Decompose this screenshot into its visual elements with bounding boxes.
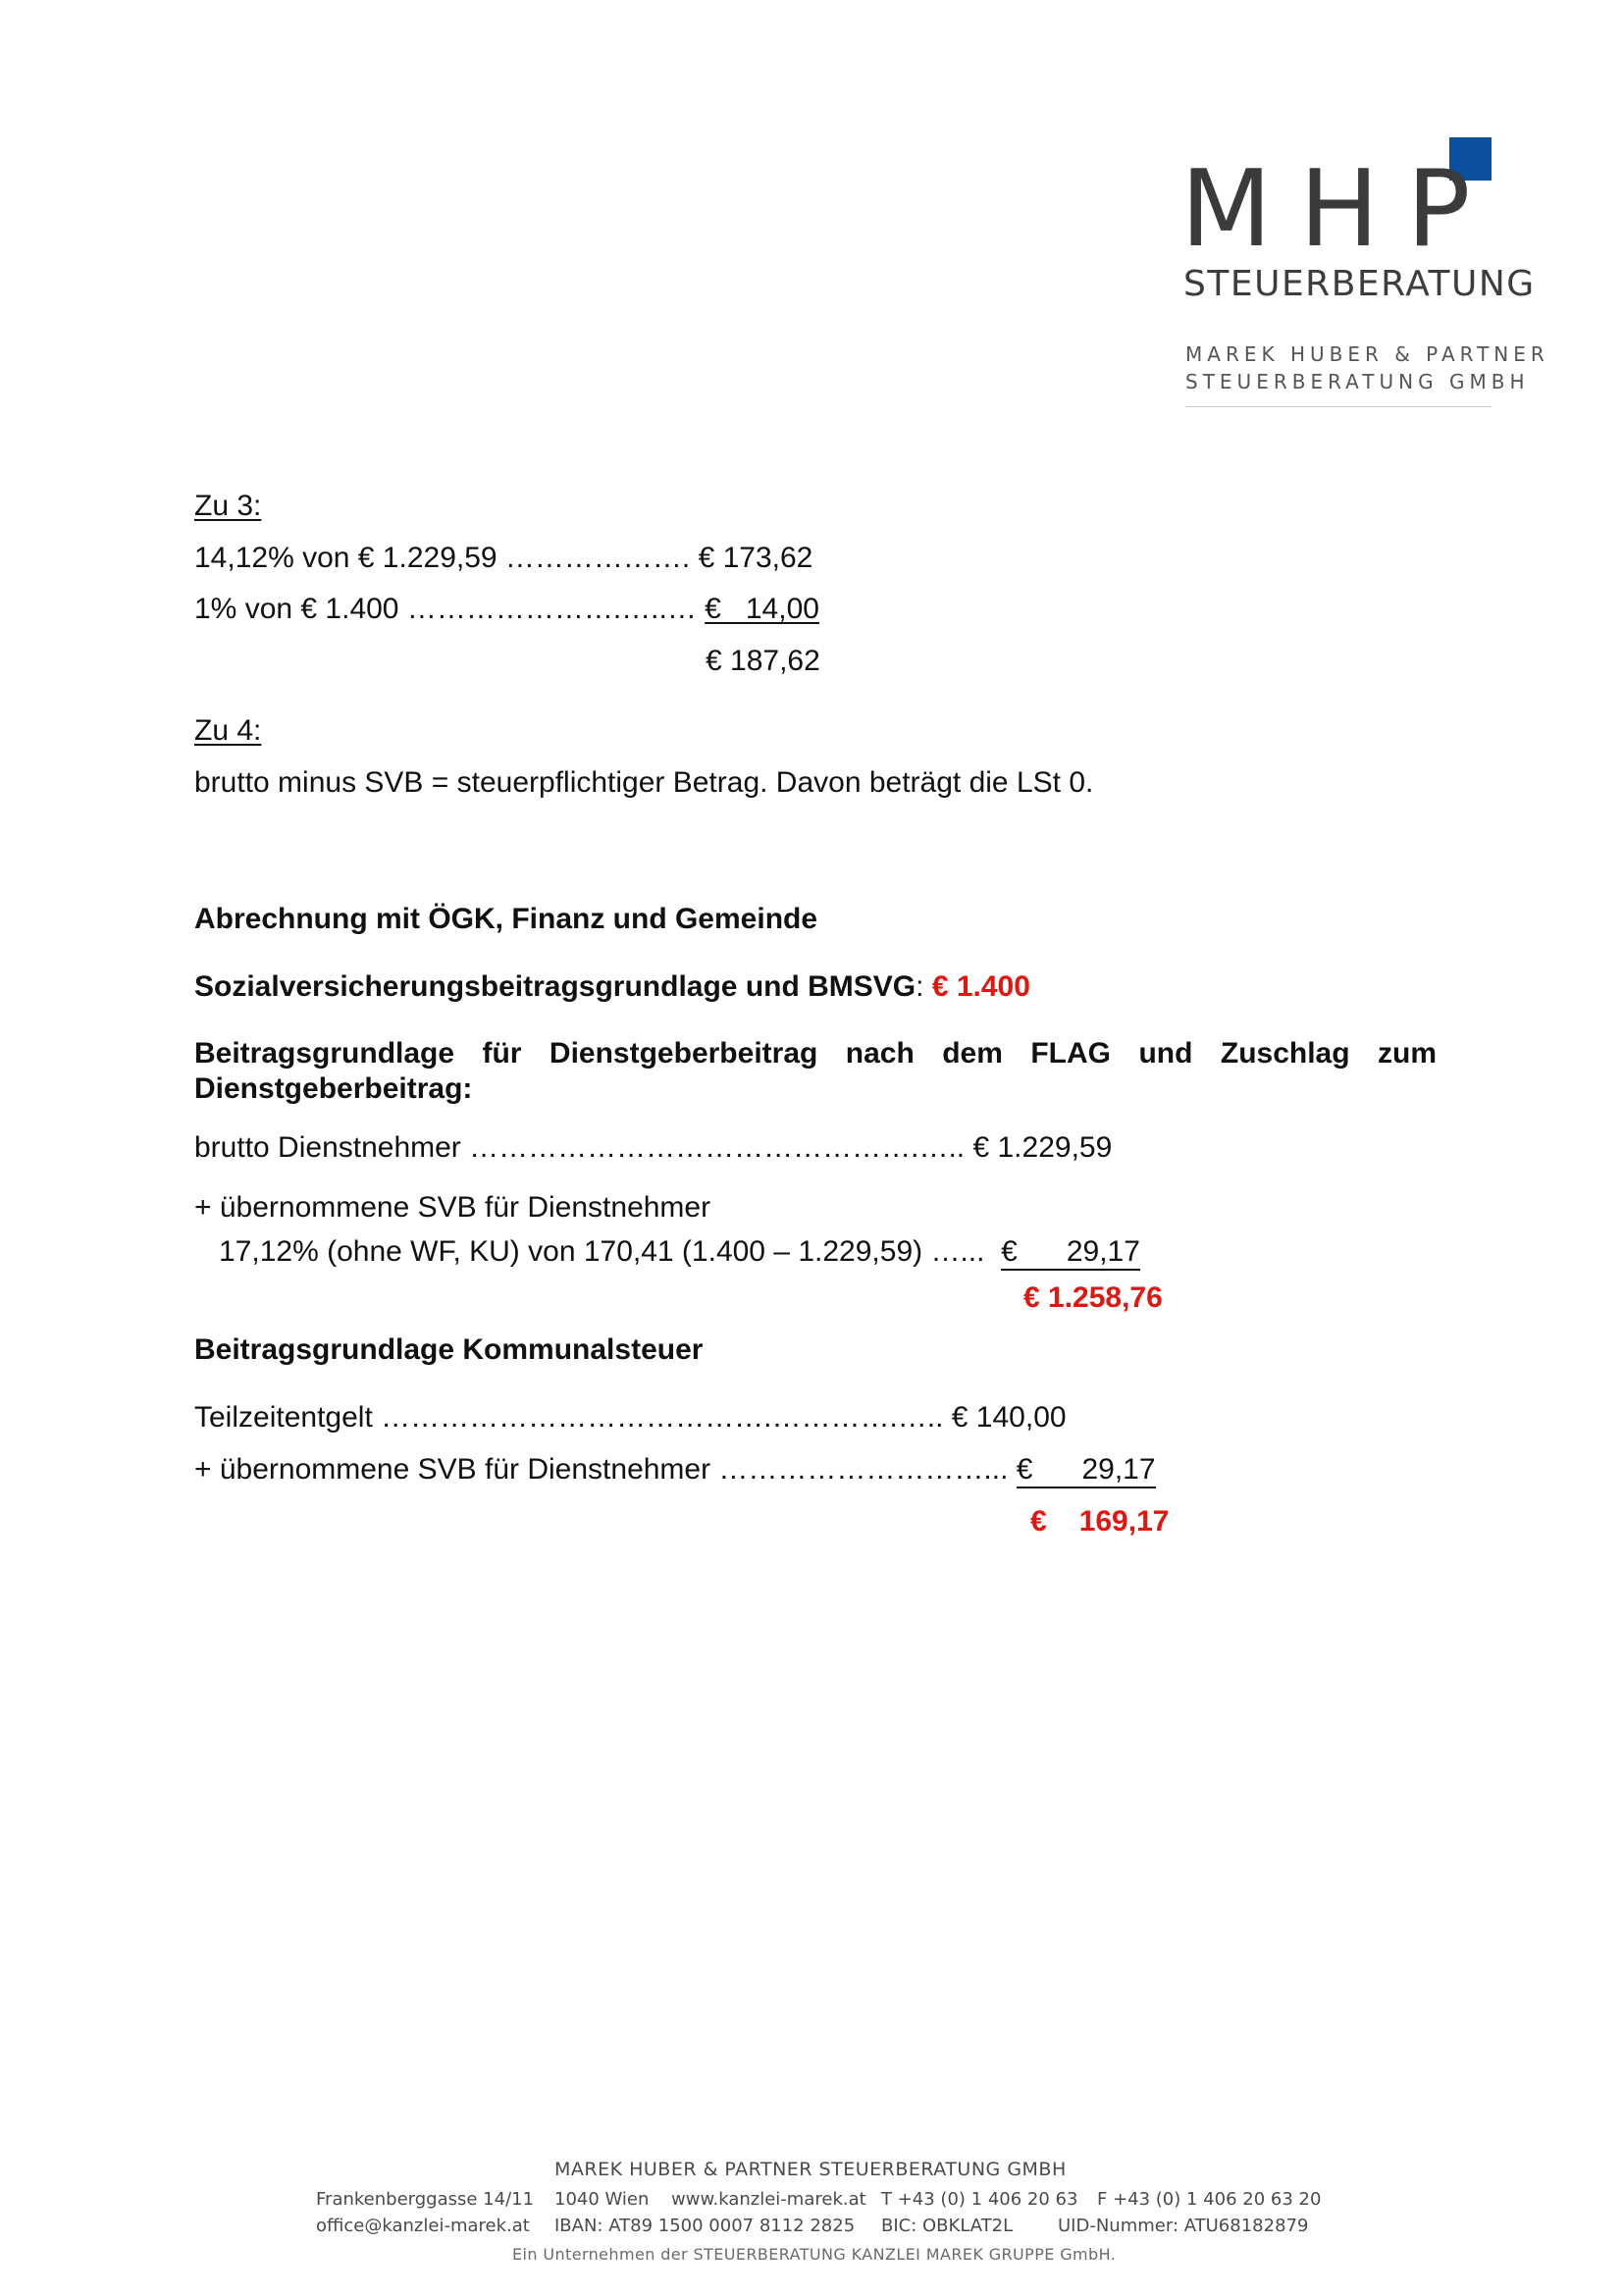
kommunal-row-svb [194,1452,1156,1487]
section-3-total: € 187,62 [706,645,820,677]
section-3-heading: Zu 3: [194,490,262,522]
footer-email-link[interactable]: office@kanzlei-marek.at [316,2216,530,2236]
logo-subtitle: STEUERBERATUNG [1183,264,1536,304]
flag-row-svb: + übernommene SVB für Dienstnehmer [194,1191,711,1224]
logo-wordmark: MHP [1180,148,1498,271]
section-3-row-2-text: 1% von € 1.400 ………………….…..… [194,593,706,625]
flag-row-percent [219,1234,1140,1270]
kommunal-total-value: 169,17 [1078,1505,1170,1538]
section-3-row-1-amount: € 173,62 [698,542,813,574]
section-3-row-1-text: 14,12% von € 1.229,59 ………………. [194,542,699,574]
section-3-row-2-amount: € 14,00 [705,593,819,625]
logo-divider [1185,406,1492,407]
footer-bic: BIC: OBKLAT2L [881,2216,1014,2236]
kommunal-heading: Beitragsgrundlage Kommunalsteuer [194,1333,704,1366]
footer-address: Frankenberggasse 14/11 [316,2189,535,2210]
footer-fax: F +43 (0) 1 406 20 63 20 [1097,2189,1322,2210]
section-4-heading: Zu 4: [194,714,262,747]
logo-company-line-1: MAREK HUBER & PARTNER [1185,342,1549,366]
abrechnung-heading: Abrechnung mit ÖGK, Finanz und Gemeinde [194,903,818,935]
footer-phone: T +43 (0) 1 406 20 63 [881,2189,1078,2210]
footer-company: MAREK HUBER & PARTNER STEUERBERATUNG GMBH [554,2159,1067,2180]
sv-basis-value: € 1.400 [931,970,1030,1003]
sv-basis-separator: : [916,970,932,1003]
logo-company-line-2: STEUERBERATUNG GMBH [1185,370,1530,393]
flag-row-brutto: brutto Dienstnehmer ……………………………………….….. € 1.229,59 [194,1131,1113,1164]
footer-uid: UID-Nummer: ATU68182879 [1058,2216,1309,2236]
flag-total: € 1.258,76 [1023,1281,1163,1314]
footer-city: 1040 Wien [554,2189,650,2210]
section-4-text: brutto minus SVB = steuerpflichtiger Betrag. Davon beträgt die LSt 0. [194,766,1094,799]
flag-heading: Beitragsgrundlage für Dienstgeberbeitrag nach dem FLAG und Zuschlag zum Dienstgeberbeitrag: [194,1037,1437,1105]
section-3-row-2 [194,592,819,627]
flag-row-percent-amount: € 29,17 [1001,1235,1140,1271]
sv-basis-label: Sozialversicherungsbeitragsgrundlage und BMSVG [194,970,916,1003]
section-3-row-1 [194,541,812,576]
sv-basis-line [194,969,1030,1005]
footer-web-link[interactable]: www.kanzlei-marek.at [671,2189,866,2210]
kommunal-row-teilzeit: Teilzeitentgelt ………………………………….………….….. € 140,00 [194,1401,1067,1434]
kommunal-row-svb-amount: € 29,17 [1017,1453,1156,1488]
footer-iban: IBAN: AT89 1500 0007 8112 2825 [554,2216,856,2236]
kommunal-total [1030,1504,1169,1539]
footer-group-note: Ein Unternehmen der STEUERBERATUNG KANZLEI MAREK GRUPPE GmbH. [512,2245,1117,2264]
kommunal-row-svb-text: + übernommene SVB für Dienstnehmer ………………………... [194,1453,1017,1486]
flag-row-percent-text: 17,12% (ohne WF, KU) von 170,41 (1.400 – 1.229,59) …... [219,1235,1002,1268]
kommunal-total-currency: € [1030,1505,1047,1538]
